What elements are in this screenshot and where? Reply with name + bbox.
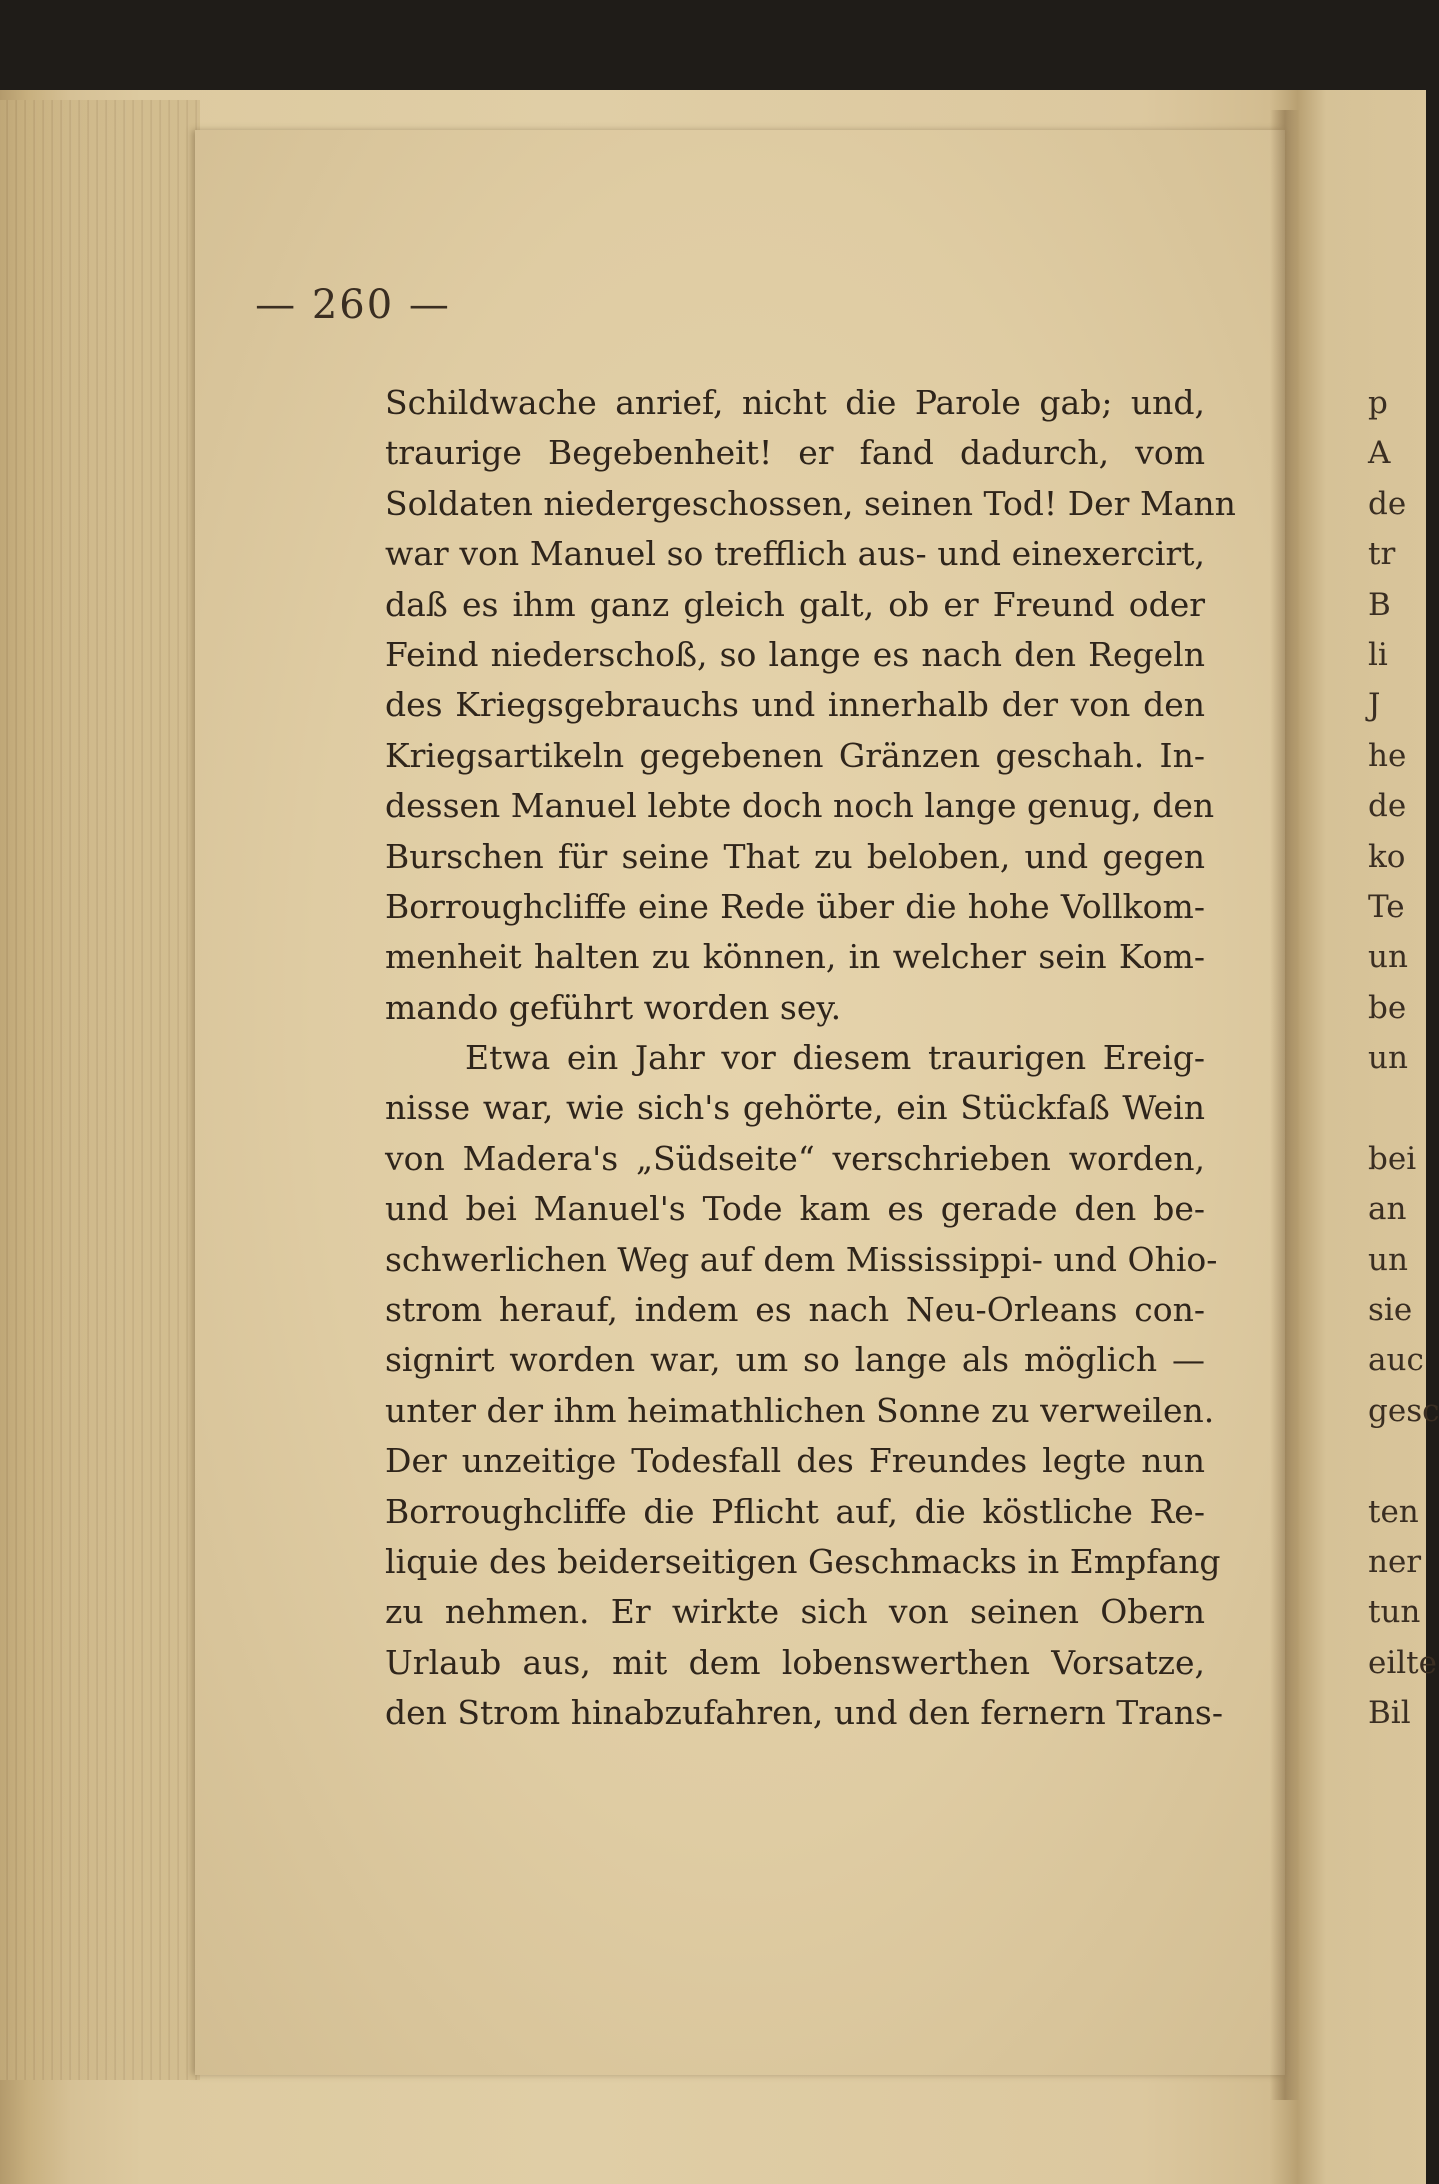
next-page-fragment: B	[1368, 586, 1391, 623]
text-line: Urlaub aus, mit dem lobenswerthen Vorsatze,	[385, 1642, 1205, 1682]
next-page-fragment	[1368, 1436, 1426, 1486]
next-page-text-fragments	[1368, 378, 1439, 1739]
next-page-fragment: un	[1368, 1241, 1408, 1278]
next-page-fragment	[1368, 1083, 1426, 1133]
text-line: war von Manuel so trefflich aus- und einexercirt,	[385, 534, 1205, 574]
next-page-fragment: gesc	[1368, 1392, 1439, 1429]
text-line: daß es ihm ganz gleich galt, ob er Freund oder	[385, 584, 1205, 624]
text-line: und bei Manuel's Tode kam es gerade den be-	[385, 1189, 1205, 1229]
next-page-fragment: p	[1368, 385, 1388, 421]
next-page-fragment: tun	[1368, 1594, 1421, 1631]
text-line: Burschen für seine That zu beloben, und gegen	[385, 836, 1205, 876]
text-line: dessen Manuel lebte doch noch lange genug, den	[385, 786, 1215, 826]
text-line: Soldaten niedergeschossen, seinen Tod! Der Mann	[385, 483, 1236, 523]
text-line: Borroughcliffe die Pflicht auf, die köstliche Re-	[385, 1491, 1205, 1531]
text-line: schwerlichen Weg auf dem Mississippi- und Ohio-	[385, 1239, 1218, 1279]
next-page-fragment: eilte	[1368, 1644, 1437, 1681]
next-page-fragment: an	[1368, 1191, 1407, 1228]
text-line: signirt worden war, um so lange als möglich —	[385, 1340, 1205, 1380]
text-line: Kriegsartikeln gegebenen Gränzen geschah. In-	[385, 735, 1205, 775]
text-line: zu nehmen. Er wirkte sich von seinen Obern	[385, 1592, 1205, 1632]
text-line: liquie des beiderseitigen Geschmacks in Empfang	[385, 1541, 1221, 1581]
text-line: Feind niederschoß, so lange es nach den Regeln	[385, 634, 1205, 674]
next-page-fragment: Te	[1368, 888, 1405, 925]
text-line: den Strom hinabzufahren, und den fernern Trans-	[385, 1693, 1224, 1733]
next-page-fragment: he	[1368, 737, 1407, 774]
next-page-fragment: Bil	[1368, 1695, 1411, 1732]
next-page-fragment: A	[1368, 435, 1391, 472]
next-page-fragment: de	[1368, 788, 1407, 825]
text-line: unter der ihm heimathlichen Sonne zu verweilen.	[385, 1390, 1215, 1430]
next-page-fragment: ner	[1368, 1543, 1422, 1580]
page-edges	[0, 100, 200, 2080]
next-page-fragment: auc	[1368, 1342, 1424, 1379]
book-gutter	[1270, 110, 1300, 2100]
text-line: Schildwache anrief, nicht die Parole gab; und,	[385, 383, 1205, 422]
next-page-fragment: un	[1368, 1040, 1408, 1077]
text-line: traurige Begebenheit! er fand dadurch, vom	[385, 433, 1205, 473]
next-page-fragment: un	[1368, 939, 1408, 976]
text-line: menheit halten zu können, in welcher sein Kom-	[385, 937, 1205, 977]
next-page-fragment: de	[1368, 485, 1407, 522]
next-page-fragment: ko	[1368, 838, 1406, 875]
text-line: strom herauf, indem es nach Neu-Orleans con-	[385, 1290, 1205, 1330]
text-line: Der unzeitige Todesfall des Freundes legte nun	[385, 1441, 1205, 1481]
text-line: von Madera's „Südseite“ verschrieben worden,	[385, 1138, 1205, 1178]
next-page-fragment: bei	[1368, 1140, 1417, 1177]
next-page-fragment: be	[1368, 989, 1407, 1026]
text-line: Borroughcliffe eine Rede über die hohe Vollkom-	[385, 886, 1205, 926]
next-page-fragment: J	[1368, 687, 1381, 724]
page-number: — 260 —	[255, 282, 451, 328]
next-page-fragment: ten	[1368, 1493, 1419, 1530]
next-page-fragment: sie	[1368, 1292, 1413, 1329]
text-line: Etwa ein Jahr vor diesem traurigen Ereig-	[465, 1038, 1205, 1078]
next-page-fragment: tr	[1368, 536, 1396, 573]
next-page-fragment: li	[1368, 636, 1388, 673]
text-line: mando geführt worden sey.	[385, 987, 842, 1027]
body-text	[385, 378, 1236, 1739]
text-line: des Kriegsgebrauchs und innerhalb der von den	[385, 685, 1205, 725]
text-line: nisse war, wie sich's gehörte, ein Stückfaß Wein	[385, 1088, 1205, 1128]
